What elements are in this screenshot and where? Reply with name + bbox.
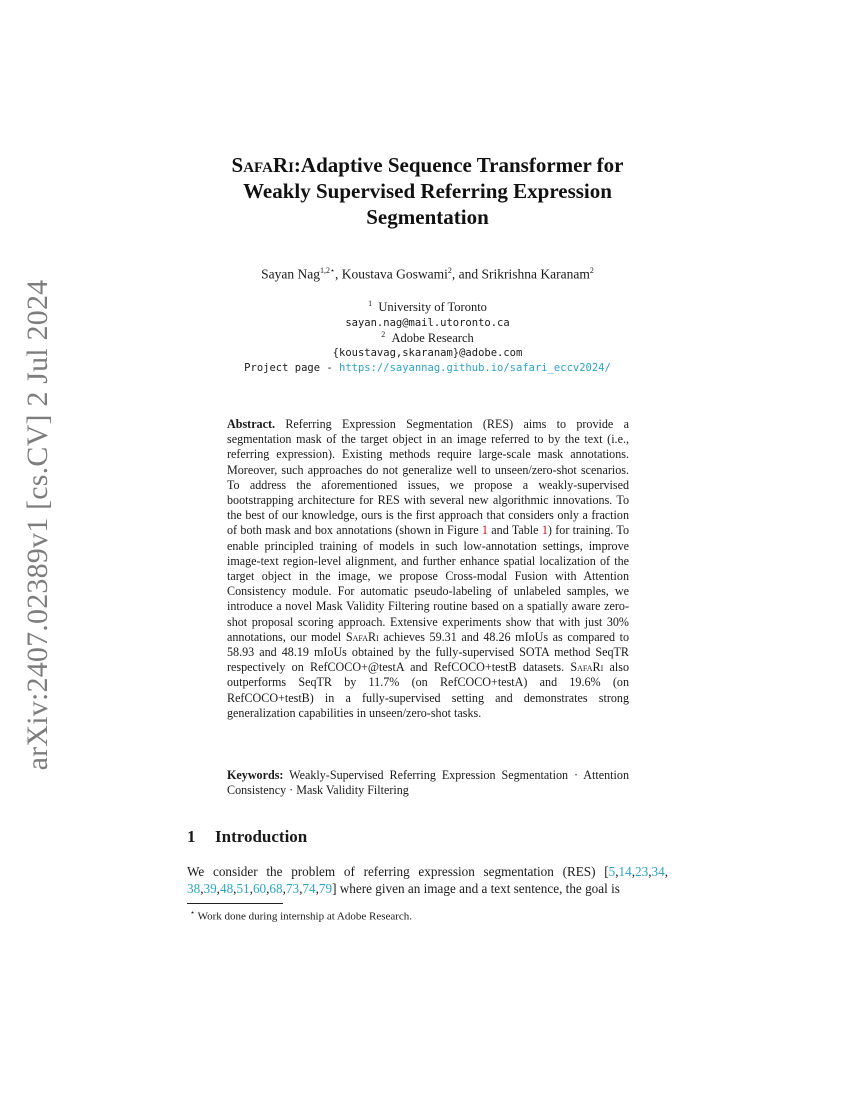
citation-ref[interactable]: 79 [318,881,333,896]
citation-ref[interactable]: 5 [608,864,616,879]
footnote-mark: ⋆ [190,908,196,917]
title-line-2: Weakly Supervised Referring Expression [243,179,612,203]
affiliation-1 [150,299,705,315]
citation-ref[interactable]: 38 [187,881,201,896]
section-heading [187,827,307,847]
citation-ref[interactable]: 14 [618,864,632,879]
author-1: Sayan Nag [261,266,320,282]
model-name: SafaRi [570,660,604,675]
title-line-1-text: :Adaptive Sequence Transformer for [293,153,624,177]
project-page [150,362,705,374]
author-2: , Koustava Goswami [335,266,448,282]
intro-text-2: ] where given an image and a text sentence, the goal is [332,881,620,896]
citation-ref[interactable]: 74 [302,881,316,896]
footnote-rule [187,903,283,904]
abstract-text-5: also outperforms SeqTR by 11.7% (on RefCOCO+testA) and 19.6% (on RefCOCO+testB) in a fully-supervised setting and demonstrates strong generalization capabilities in unseen/zero-shot tasks. [227,660,629,720]
title-acronym: SafaRi [231,153,294,177]
title-line-3: Segmentation [366,205,489,229]
email-1[interactable]: sayan.nag@mail.utoronto.ca [345,317,510,329]
author-list [150,266,705,283]
intro-paragraph [187,863,668,897]
arxiv-identifier[interactable]: arXiv:2407.02389v1 [cs.CV] 2 Jul 2024 [21,279,54,771]
project-page-link[interactable]: https://sayannag.github.io/safari_eccv2024/ [339,362,611,374]
citation-ref[interactable]: 73 [285,881,300,896]
citation-ref[interactable]: 51 [236,881,250,896]
paper-title [190,152,665,230]
citation-ref[interactable]: 68 [269,881,283,896]
citation-ref[interactable]: 34 [651,864,665,879]
abstract-text-3: ) for training. To enable principled training of models in such low-annotation settings, improve image-text region-level alignment, and further enhance spatial localization of the target object in the image, we propose Cross-modal Fusion with Attention Consistency module. For automatic pseudo-labeling of unlabeled samples, we introduce a novel Mask Validity Filtering routine based on a spatially aware zero-shot proposal scoring approach. Extensive experiments show that with just 30% annotations, our model [227,523,629,644]
intro-text-1: We consider the problem of referring expression segmentation (RES) [ [187,864,609,879]
author-3-affiliation: 2 [589,266,594,275]
author-2-affiliation: 2 [447,266,452,275]
footnote-text: Work done during internship at Adobe Research. [195,910,413,923]
affiliation-1-name: University of Toronto [378,300,487,315]
section-title: Introduction [215,827,308,846]
author-1-affiliation: 1,2⋆ [320,266,336,275]
email-2[interactable]: {koustavag,skaranam}@adobe.com [332,347,523,359]
title-line-1 [190,152,665,178]
figure-ref[interactable]: 1 [481,523,488,538]
abstract-text-2: and Table [487,523,542,538]
affiliation-2-mark: 2 [381,330,386,339]
author-3: , and Srikrishna Karanam [451,266,590,282]
citation-ref[interactable]: 60 [252,881,267,896]
affiliation-2-name: Adobe Research [391,331,474,346]
keywords [227,768,629,798]
citation-list: 5,14,23,34, 38,39,48,51,60,68,73,74,79 [187,864,668,896]
affiliation-1-mark: 1 [368,299,373,308]
footnote [190,908,412,923]
citation-ref[interactable]: 48 [219,881,234,896]
model-name: SafaRi [345,629,379,644]
keywords-label: Keywords: [227,768,284,782]
citation-ref[interactable]: 23 [635,864,649,879]
abstract-text-4: achieves 59.31 and 48.26 mIoUs as compared to 58.93 and 48.19 mIoUs obtained by the fully-supervised SOTA method SeqTR respectively on RefCOCO+@testA and RefCOCO+testB datasets. [227,629,629,675]
abstract [227,417,629,721]
affiliation-2 [150,330,705,346]
project-page-label: Project page - [244,362,339,374]
table-ref[interactable]: 1 [541,523,548,538]
keywords-text: Weakly-Supervised Referring Expression Segmentation · Attention Consistency · Mask Validity Filtering [227,768,629,798]
citation-ref[interactable]: 39 [203,881,217,896]
section-number: 1 [187,827,196,846]
abstract-label: Abstract. [227,417,276,431]
abstract-text-1: Referring Expression Segmentation (RES) aims to provide a segmentation mask of the target object in an image referred to by the text (i.e., referring expression). Existing methods require large-scale mask annotations. Moreover, such approaches do not generalize well to unseen/zero-shot scenarios. To address the aforementioned issues, we propose a weakly-supervised bootstrapping architecture for RES with several new algorithmic innovations. To the best of our knowledge, ours is the first approach that considers only a fraction of both mask and box annotations (shown in Figure [227,417,629,538]
